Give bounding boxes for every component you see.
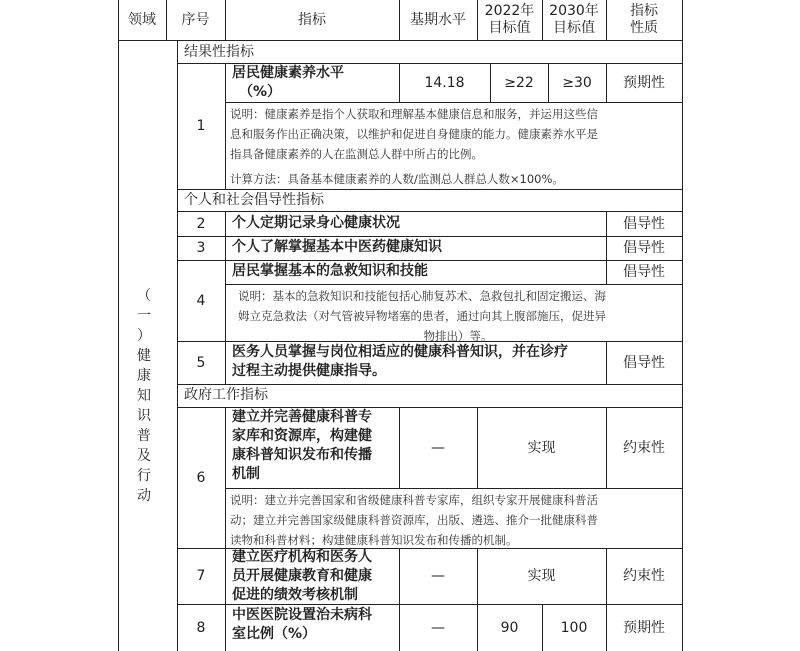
row5-nature: 倡导性 bbox=[623, 354, 665, 371]
row8-seq: 8 bbox=[196, 619, 206, 636]
row8-base: — bbox=[431, 619, 445, 636]
row4-indicator: 居民掌握基本的急救知识和技能 bbox=[232, 263, 428, 279]
section-advocacy: 个人和社会倡导性指标 bbox=[184, 192, 324, 208]
header-target-2022: 2022年 目标值 bbox=[484, 3, 535, 36]
row6-seq: 6 bbox=[196, 469, 206, 486]
row6-nature: 约束性 bbox=[623, 439, 665, 456]
row4-seq: 4 bbox=[196, 292, 206, 309]
row8-target-2030: 100 bbox=[560, 619, 588, 636]
row8-nature: 预期性 bbox=[623, 619, 665, 636]
header-domain: 领域 bbox=[128, 11, 156, 28]
header-nature: 指标 性质 bbox=[630, 3, 658, 36]
row2-nature: 倡导性 bbox=[623, 215, 665, 232]
row8-indicator: 中医医院设置治未病科 室比例（%） bbox=[232, 607, 372, 642]
row7-nature: 约束性 bbox=[623, 568, 665, 584]
header-target-2030: 2030年 目标值 bbox=[549, 3, 599, 36]
row3-seq: 3 bbox=[196, 240, 206, 256]
row5-indicator: 医务人员掌握与岗位相适应的健康科普知识，并在诊疗 过程主动提供健康指导。 bbox=[232, 344, 568, 379]
domain-label: （ 一 ） 健 康 知 识 普 及 行 动 bbox=[137, 288, 151, 504]
section-government: 政府工作指标 bbox=[184, 387, 268, 403]
row1-target-2030: ≥30 bbox=[562, 74, 592, 91]
row7-base: — bbox=[431, 568, 445, 584]
row2-seq: 2 bbox=[196, 215, 206, 232]
indicator-table bbox=[118, 0, 683, 651]
header-seq: 序号 bbox=[181, 11, 210, 28]
row1-nature: 预期性 bbox=[623, 74, 665, 91]
row8-target-2022: 90 bbox=[500, 619, 519, 636]
row2-indicator: 个人定期记录身心健康状况 bbox=[232, 215, 400, 231]
row6-note: 说明：建立并完善国家和省级健康科普专家库，组织专家开展健康科普活 动；建立并完善国家级健康科普资源库，出版、遴选、推介一批健康科普 读物和科普材料；构建健康科普知识发布和传播的机制。 bbox=[230, 493, 598, 547]
row1-note: 说明：健康素养是指个人获取和理解基本健康信息和服务，并运用这些信 息和服务作出正确决策，以维护和促进自身健康的能力。健康素养水平是 指具备健康素养的人在监测总人群中所占的比例。 计算方法：具备基本健康素养的人数/监测总人群总人数×100%。 bbox=[230, 107, 598, 186]
row3-indicator: 个人了解掌握基本中医药健康知识 bbox=[232, 239, 442, 255]
section-result: 结果性指标 bbox=[184, 44, 254, 60]
row7-target: 实现 bbox=[527, 568, 556, 584]
row1-base: 14.18 bbox=[424, 74, 465, 91]
header-base: 基期水平 bbox=[410, 11, 466, 28]
row4-note: 说明：基本的急救知识和技能包括心肺复苏术、急救包扎和固定搬运、海 姆立克急救法（对气管被异物堵塞的患者，通过向其上腹部施压，促进异 物排出）等。 bbox=[238, 289, 606, 343]
row1-indicator: 居民健康素养水平 （%） bbox=[232, 65, 344, 100]
row7-indicator: 建立医疗机构和医务人 员开展健康教育和健康 促进的绩效考核机制 bbox=[232, 549, 372, 603]
header-indicator: 指标 bbox=[298, 11, 326, 28]
row1-target-2022: ≥22 bbox=[504, 74, 534, 91]
row4-nature: 倡导性 bbox=[623, 264, 665, 280]
row5-seq: 5 bbox=[196, 354, 206, 371]
row6-indicator: 建立并完善健康科普专 家库和资源库，构建健 康科普知识发布和传播 机制 bbox=[232, 409, 372, 482]
row7-seq: 7 bbox=[196, 568, 206, 584]
row6-base: — bbox=[431, 439, 445, 456]
row1-seq: 1 bbox=[196, 118, 206, 134]
row6-target: 实现 bbox=[527, 439, 556, 456]
row3-nature: 倡导性 bbox=[623, 240, 665, 256]
